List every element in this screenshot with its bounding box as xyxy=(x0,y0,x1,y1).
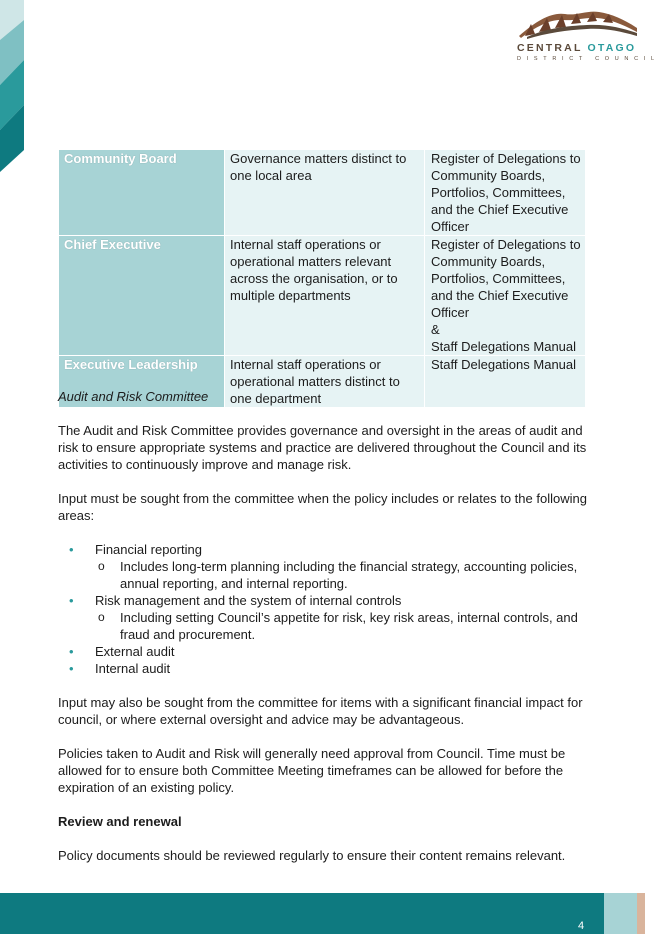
sub-bullet-list xyxy=(95,609,588,643)
list-item-label: Internal audit xyxy=(95,661,171,676)
table-row xyxy=(59,236,586,356)
document-body xyxy=(58,388,588,864)
role-cell: Community Board xyxy=(59,150,225,236)
circle-bullet-icon: o xyxy=(98,559,105,573)
paragraph: Input may also be sought from the committee for items with a significant financial impact for council, or where external oversight and advice may be advantageous. xyxy=(58,695,583,727)
footer-accent-light xyxy=(604,893,637,934)
logo-wordmark xyxy=(517,42,639,54)
table-row xyxy=(59,150,586,236)
sub-list-item-label: Includes long-term planning including the financial strategy, accounting policies, annual reporting, and internal reporting. xyxy=(120,559,578,591)
register-text: Staff Delegations Manual xyxy=(431,339,577,354)
register-text: Register of Delegations to Community Boards, Portfolios, Committees, and the Chief Executive Officer xyxy=(431,237,581,320)
section-heading-audit-risk: Audit and Risk Committee xyxy=(58,389,209,404)
logo-word-otago: OTAGO xyxy=(587,42,637,54)
bullet-icon: • xyxy=(69,644,74,659)
list-item xyxy=(58,541,588,592)
footer-bar xyxy=(0,893,604,934)
left-decorative-stripes xyxy=(0,0,24,175)
bullet-icon: • xyxy=(69,661,74,676)
scope-cell: Internal staff operations or operational matters distinct to one department xyxy=(225,356,425,408)
paragraph: The Audit and Risk Committee provides governance and oversight in the areas of audit and risk to ensure appropriate systems and practice are delivered throughout the Council and its activities to continuously improve and manage risk. xyxy=(58,423,587,472)
role-cell: Executive Leadership xyxy=(59,356,225,408)
logo-subtitle: DISTRICT COUNCIL xyxy=(517,56,660,62)
bullet-list xyxy=(58,541,588,677)
register-ampersand: & xyxy=(431,322,440,337)
paragraph: Policy documents should be reviewed regularly to ensure their content remains relevant. xyxy=(58,848,566,863)
list-item xyxy=(58,660,588,677)
paragraph: Policies taken to Audit and Risk will generally need approval from Council. Time must be allowed for to ensure both Committee Meeting timeframes can be allowed for before the expiration of an existing policy. xyxy=(58,746,566,795)
list-item-label: Financial reporting xyxy=(95,542,202,557)
sub-list-item xyxy=(95,609,588,643)
logo-word-central: CENTRAL xyxy=(517,42,583,54)
bullet-icon: • xyxy=(69,593,74,608)
role-cell: Chief Executive xyxy=(59,236,225,356)
sub-bullet-list xyxy=(95,558,588,592)
register-cell xyxy=(425,236,586,356)
page-footer xyxy=(0,893,645,934)
delegations-table xyxy=(58,149,586,408)
paragraph: Input must be sought from the committee when the policy includes or relates to the following areas: xyxy=(58,491,587,523)
register-cell: Register of Delegations to Community Boards, Portfolios, Committees, and the Chief Executive Officer xyxy=(425,150,586,236)
list-item-label: External audit xyxy=(95,644,175,659)
footer-accent-tan xyxy=(637,893,645,934)
council-logo xyxy=(515,6,660,62)
section-heading-review: Review and renewal xyxy=(58,814,182,829)
circle-bullet-icon: o xyxy=(98,610,105,624)
bullet-icon: • xyxy=(69,542,74,557)
scope-cell: Internal staff operations or operational matters relevant across the organisation, or to multiple departments xyxy=(225,236,425,356)
sub-list-item xyxy=(95,558,588,592)
list-item xyxy=(58,643,588,660)
list-item-label: Risk management and the system of internal controls xyxy=(95,593,402,608)
scope-cell: Governance matters distinct to one local area xyxy=(225,150,425,236)
list-item xyxy=(58,592,588,643)
register-cell: Staff Delegations Manual xyxy=(425,356,586,408)
mountains-logo-icon xyxy=(517,6,639,40)
page-number: 4 xyxy=(578,920,585,932)
sub-list-item-label: Including setting Council’s appetite for risk, key risk areas, internal controls, and fraud and procurement. xyxy=(120,610,578,642)
